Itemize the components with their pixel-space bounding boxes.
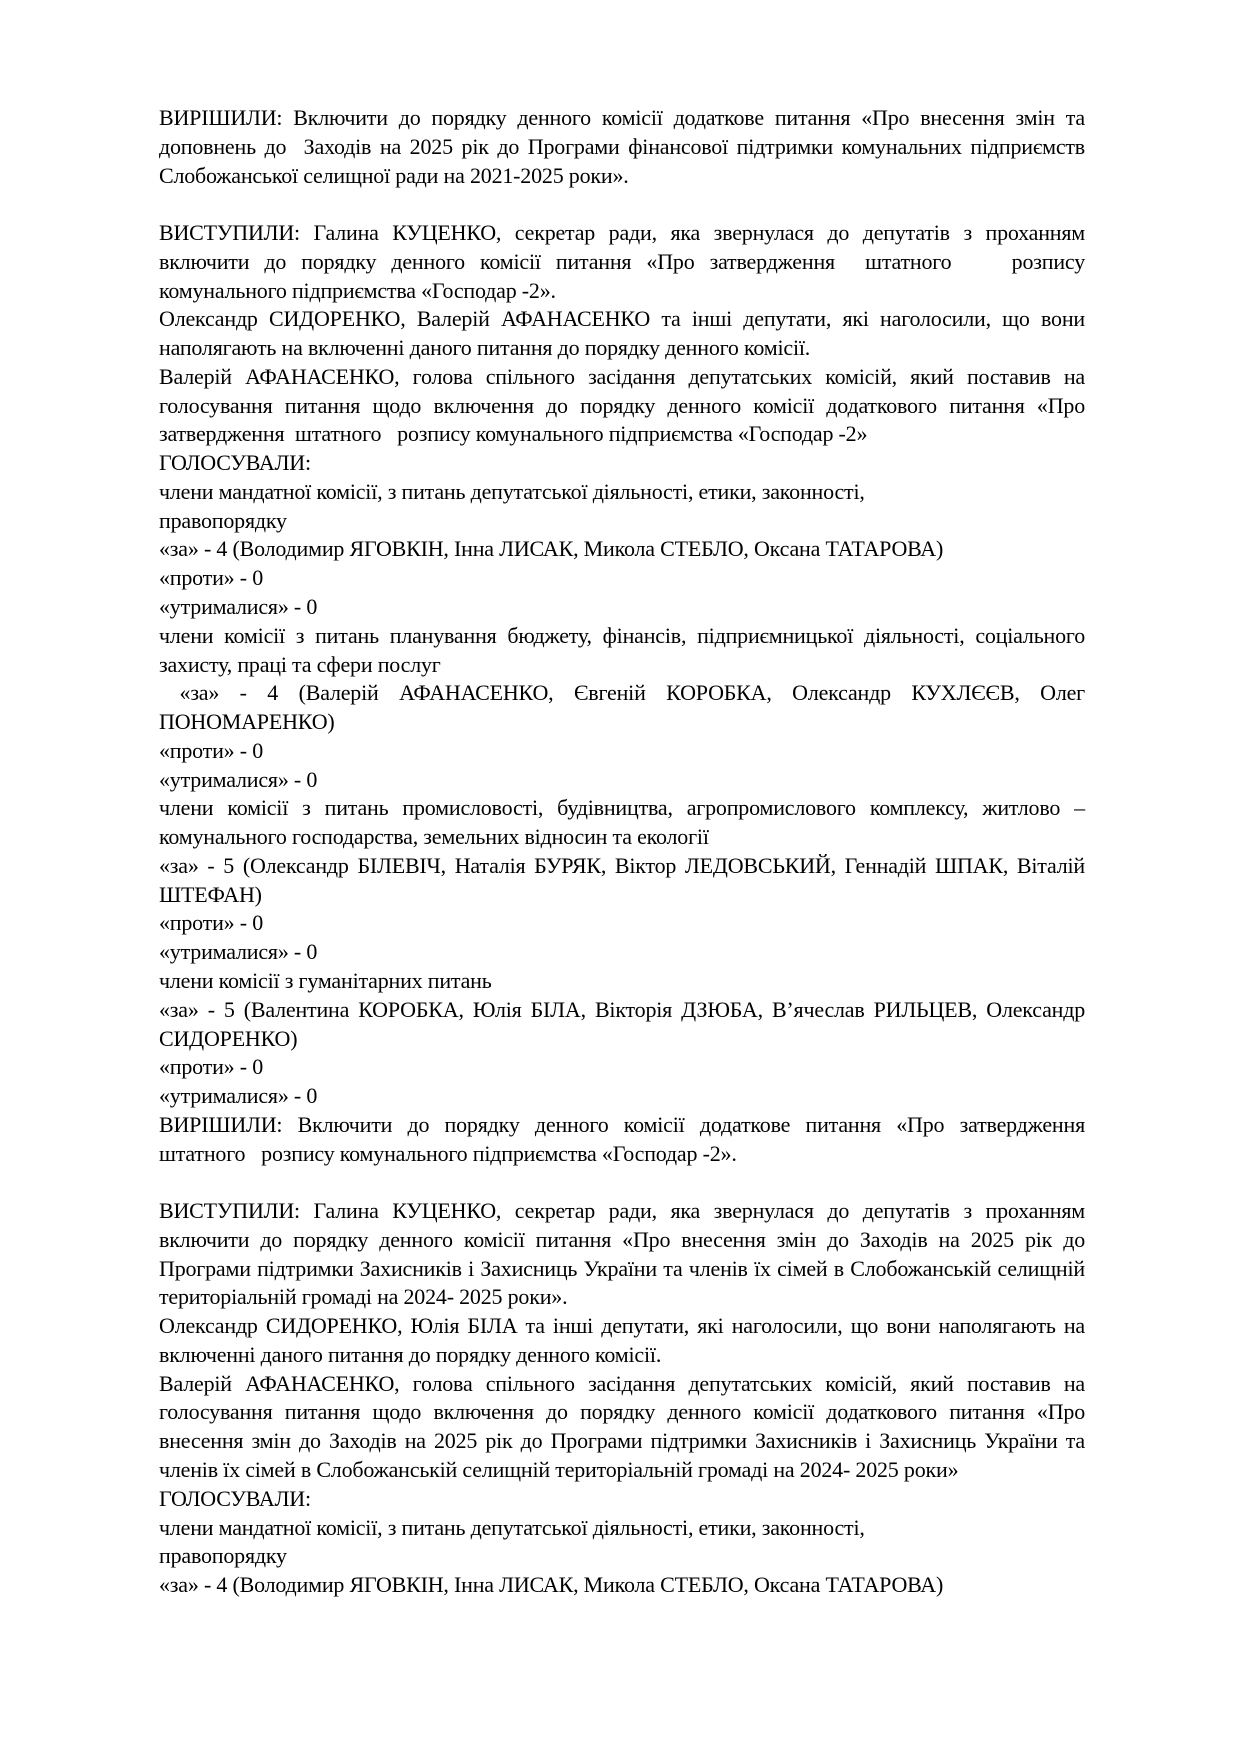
paragraph-decision: ВИРІШИЛИ: Включити до порядку денного комісії додаткове питання «Про затвердження штатного розпису комунального підприємства «Господар -2».: [159, 1111, 1091, 1166]
paragraph-vote-line: «проти» - 0: [159, 1054, 263, 1080]
paragraph-vote-line: «за» - 4 (Володимир ЯГОВКІН, Інна ЛИСАК, Микола СТЕБЛО, Оксана ТАТАРОВА): [159, 1572, 944, 1598]
paragraph-speech: Олександр СИДОРЕНКО, Валерій АФАНАСЕНКО та інші депутати, які наголосили, що вони наполягають на включенні даного питання до порядку денного комісії.: [159, 306, 1091, 361]
paragraph-vote-line: «проти» - 0: [159, 910, 263, 936]
paragraph-vote-line: «за» - 4 (Валерій АФАНАСЕНКО, Євгеній КОРОБКА, Олександр КУХЛЄЄВ, Олег ПОНОМАРЕНКО): [159, 680, 1091, 735]
paragraph-decision: ВИРІШИЛИ: Включити до порядку денного комісії додаткове питання «Про внесення змін та доповнень до Заходів на 2025 рік до Програми фінансової підтримки комунальних підприємств Слобожанської селищної ради на 2021-2025 роки».: [159, 105, 1096, 188]
paragraph-vote-line: «утрималися» - 0: [159, 766, 318, 792]
paragraph-vote-line: «за» - 5 (Олександр БІЛЕВІЧ, Наталія БУРЯК, Віктор ЛЕДОВСЬКИЙ, Геннадій ШПАК, Віталій ШТЕФАН): [159, 852, 1091, 907]
paragraph-vote-line: «утрималися» - 0: [159, 594, 318, 620]
paragraph-vote-heading: ГОЛОСУВАЛИ:: [159, 1485, 311, 1511]
paragraph-vote-heading: ГОЛОСУВАЛИ:: [159, 450, 311, 476]
paragraph-speech: Валерій АФАНАСЕНКО, голова спільного засідання депутатських комісій, який поставив на голосування питання щодо включення до порядку денного комісії додаткового питання «Про внесення змін до Заходів на 2025 рік до Програми підтримки Захисників і Захисниць України та членів їх сімей в Слобожанській селищній територіальній громаді на 2024- 2025 роки»: [159, 1370, 1091, 1482]
paragraph-members-line: правопорядку: [159, 507, 287, 533]
paragraph-vote-line: «проти» - 0: [159, 565, 263, 591]
paragraph-members-line: члени комісії з питань планування бюджету, фінансів, підприємницької діяльності, соціального захисту, праці та сфери послуг: [159, 622, 1091, 677]
paragraph-members-line: члени мандатної комісії, з питань депутатської діяльності, етики, законності,: [159, 478, 865, 504]
paragraph-speech: Олександр СИДОРЕНКО, Юлія БІЛА та інші депутати, які наголосили, що вони наполягають на включенні даного питання до порядку денного комісії.: [159, 1313, 1091, 1367]
document-content: [159, 104, 1096, 1600]
paragraph-members-line: правопорядку: [159, 1543, 287, 1569]
paragraph-vote-line: «утрималися» - 0: [159, 1083, 318, 1109]
paragraph-spacer: [159, 1168, 1085, 1197]
paragraph-speech: ВИСТУПИЛИ: Галина КУЦЕНКО, секретар ради, яка звернулася до депутатів з проханням включити до порядку денного комісії питання «Про внесення змін до Заходів на 2025 рік до Програми підтримки Захисників і Захисниць України та членів їх сімей в Слобожанській селищній територіальній громаді на 2024- 2025 роки».: [159, 1198, 1091, 1310]
paragraph-spacer: [159, 190, 1085, 219]
paragraph-vote-line: «за» - 5 (Валентина КОРОБКА, Юлія БІЛА, Вікторія ДЗЮБА, В’ячеслав РИЛЬЦЕВ, Олександр СИДОРЕНКО): [159, 996, 1091, 1051]
paragraph-members-line: члени мандатної комісії, з питань депутатської діяльності, етики, законності,: [159, 1514, 865, 1540]
paragraph-vote-line: «за» - 4 (Володимир ЯГОВКІН, Інна ЛИСАК, Микола СТЕБЛО, Оксана ТАТАРОВА): [159, 536, 944, 562]
paragraph-speech: Валерій АФАНАСЕНКО, голова спільного засідання депутатських комісій, який поставив на голосування питання щодо включення до порядку денного комісії додаткового питання «Про затвердження штатного розпису комунального підприємства «Господар -2»: [159, 363, 1091, 447]
paragraph-speech: ВИСТУПИЛИ: Галина КУЦЕНКО, секретар ради, яка звернулася до депутатів з проханням включити до порядку денного комісії питання «Про затвердження штатного розпису комунального підприємства «Господар -2».: [159, 220, 1091, 303]
paragraph-vote-line: «утрималися» - 0: [159, 939, 318, 965]
paragraph-members-line: члени комісії з питань промисловості, будівництва, агропромислового комплексу, житлово – комунального господарства, земельних відносин та екології: [159, 795, 1091, 850]
paragraph-members-line: члени комісії з гуманітарних питань: [159, 967, 492, 993]
paragraph-vote-line: «проти» - 0: [159, 737, 263, 763]
